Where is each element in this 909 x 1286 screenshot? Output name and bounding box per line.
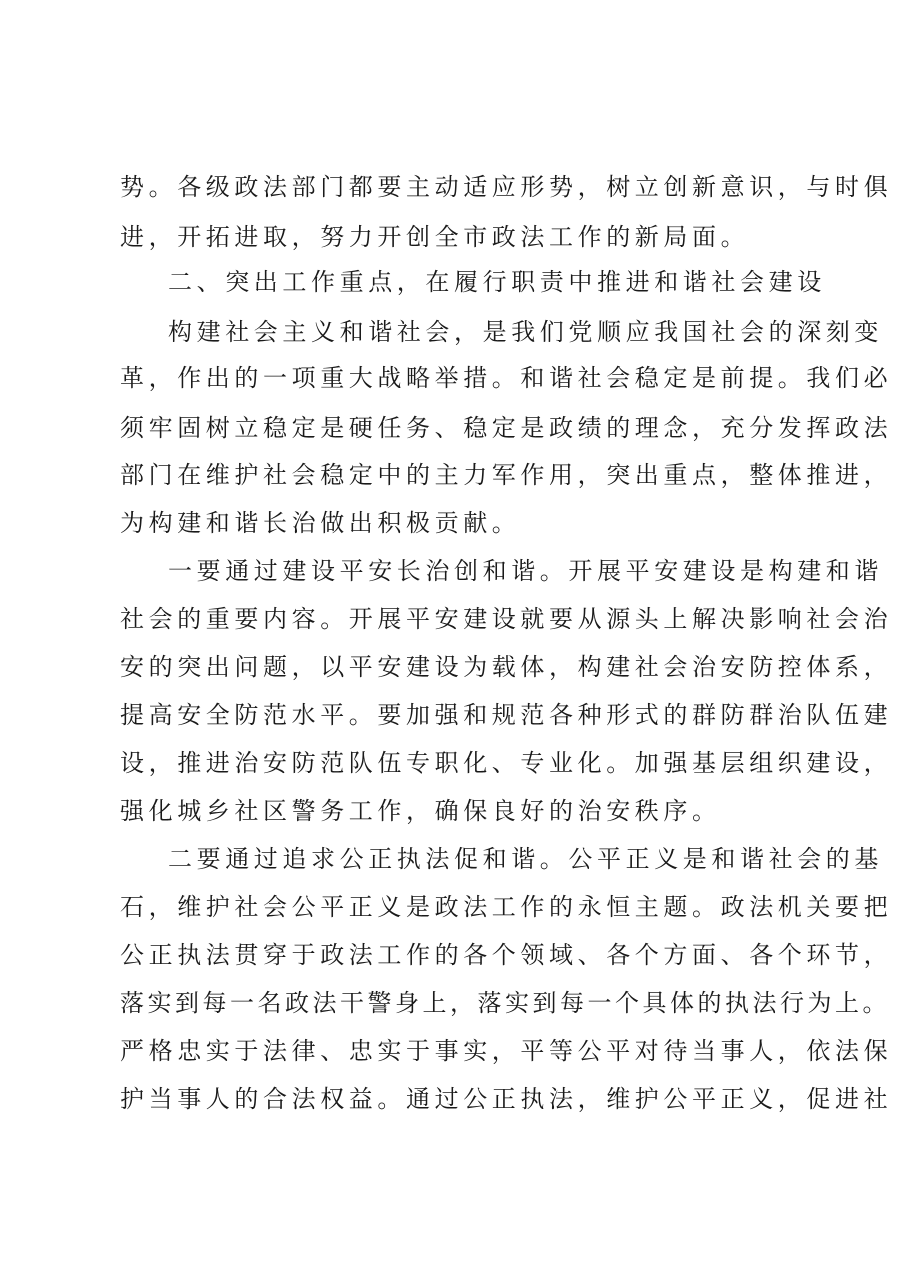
text-line: 为构建和谐长治做出积极贡献。 bbox=[120, 509, 521, 537]
text-line: 革，作出的一项重大战略举措。和谐社会稳定是前提。我们必 bbox=[120, 364, 893, 392]
text-line: 公正执法贯穿于政法工作的各个领域、各个方面、各个环节， bbox=[120, 941, 893, 969]
text-line: 安的突出问题，以平安建设为载体，构建社会治安防控体系， bbox=[120, 653, 893, 681]
text-line: 强化城乡社区警务工作，确保良好的治安秩序。 bbox=[120, 797, 721, 825]
text-line: 进，开拓进取，努力开创全市政法工作的新局面。 bbox=[120, 223, 750, 251]
text-line: 势。各级政法部门都要主动适应形势，树立创新意识，与时俱 bbox=[120, 173, 893, 201]
text-line: 严格忠实于法律、忠实于事实，平等公平对待当事人，依法保 bbox=[120, 1037, 893, 1065]
text-line: 一要通过建设平安长治创和谐。开展平安建设是构建和谐 bbox=[168, 557, 883, 585]
text-line: 提高安全防范水平。要加强和规范各种形式的群防群治队伍建 bbox=[120, 701, 893, 729]
section-heading: 二、突出工作重点，在履行职责中推进和谐社会建设 bbox=[168, 268, 826, 296]
text-line: 社会的重要内容。开展平安建设就要从源头上解决影响社会治 bbox=[120, 605, 893, 633]
text-line: 二要通过追求公正执法促和谐。公平正义是和谐社会的基 bbox=[168, 845, 883, 873]
text-line: 石，维护社会公平正义是政法工作的永恒主题。政法机关要把 bbox=[120, 893, 893, 921]
text-line: 设，推进治安防范队伍专职化、专业化。加强基层组织建设， bbox=[120, 749, 893, 777]
text-line: 部门在维护社会稳定中的主力军作用，突出重点，整体推进， bbox=[120, 461, 893, 489]
text-line: 护当事人的合法权益。通过公正执法，维护公平正义，促进社 bbox=[120, 1085, 893, 1113]
text-line: 须牢固树立稳定是硬任务、稳定是政绩的理念，充分发挥政法 bbox=[120, 414, 893, 442]
text-line: 落实到每一名政法干警身上，落实到每一个具体的执法行为上。 bbox=[120, 989, 890, 1017]
text-line: 构建社会主义和谐社会，是我们党顺应我国社会的深刻变 bbox=[168, 318, 883, 346]
